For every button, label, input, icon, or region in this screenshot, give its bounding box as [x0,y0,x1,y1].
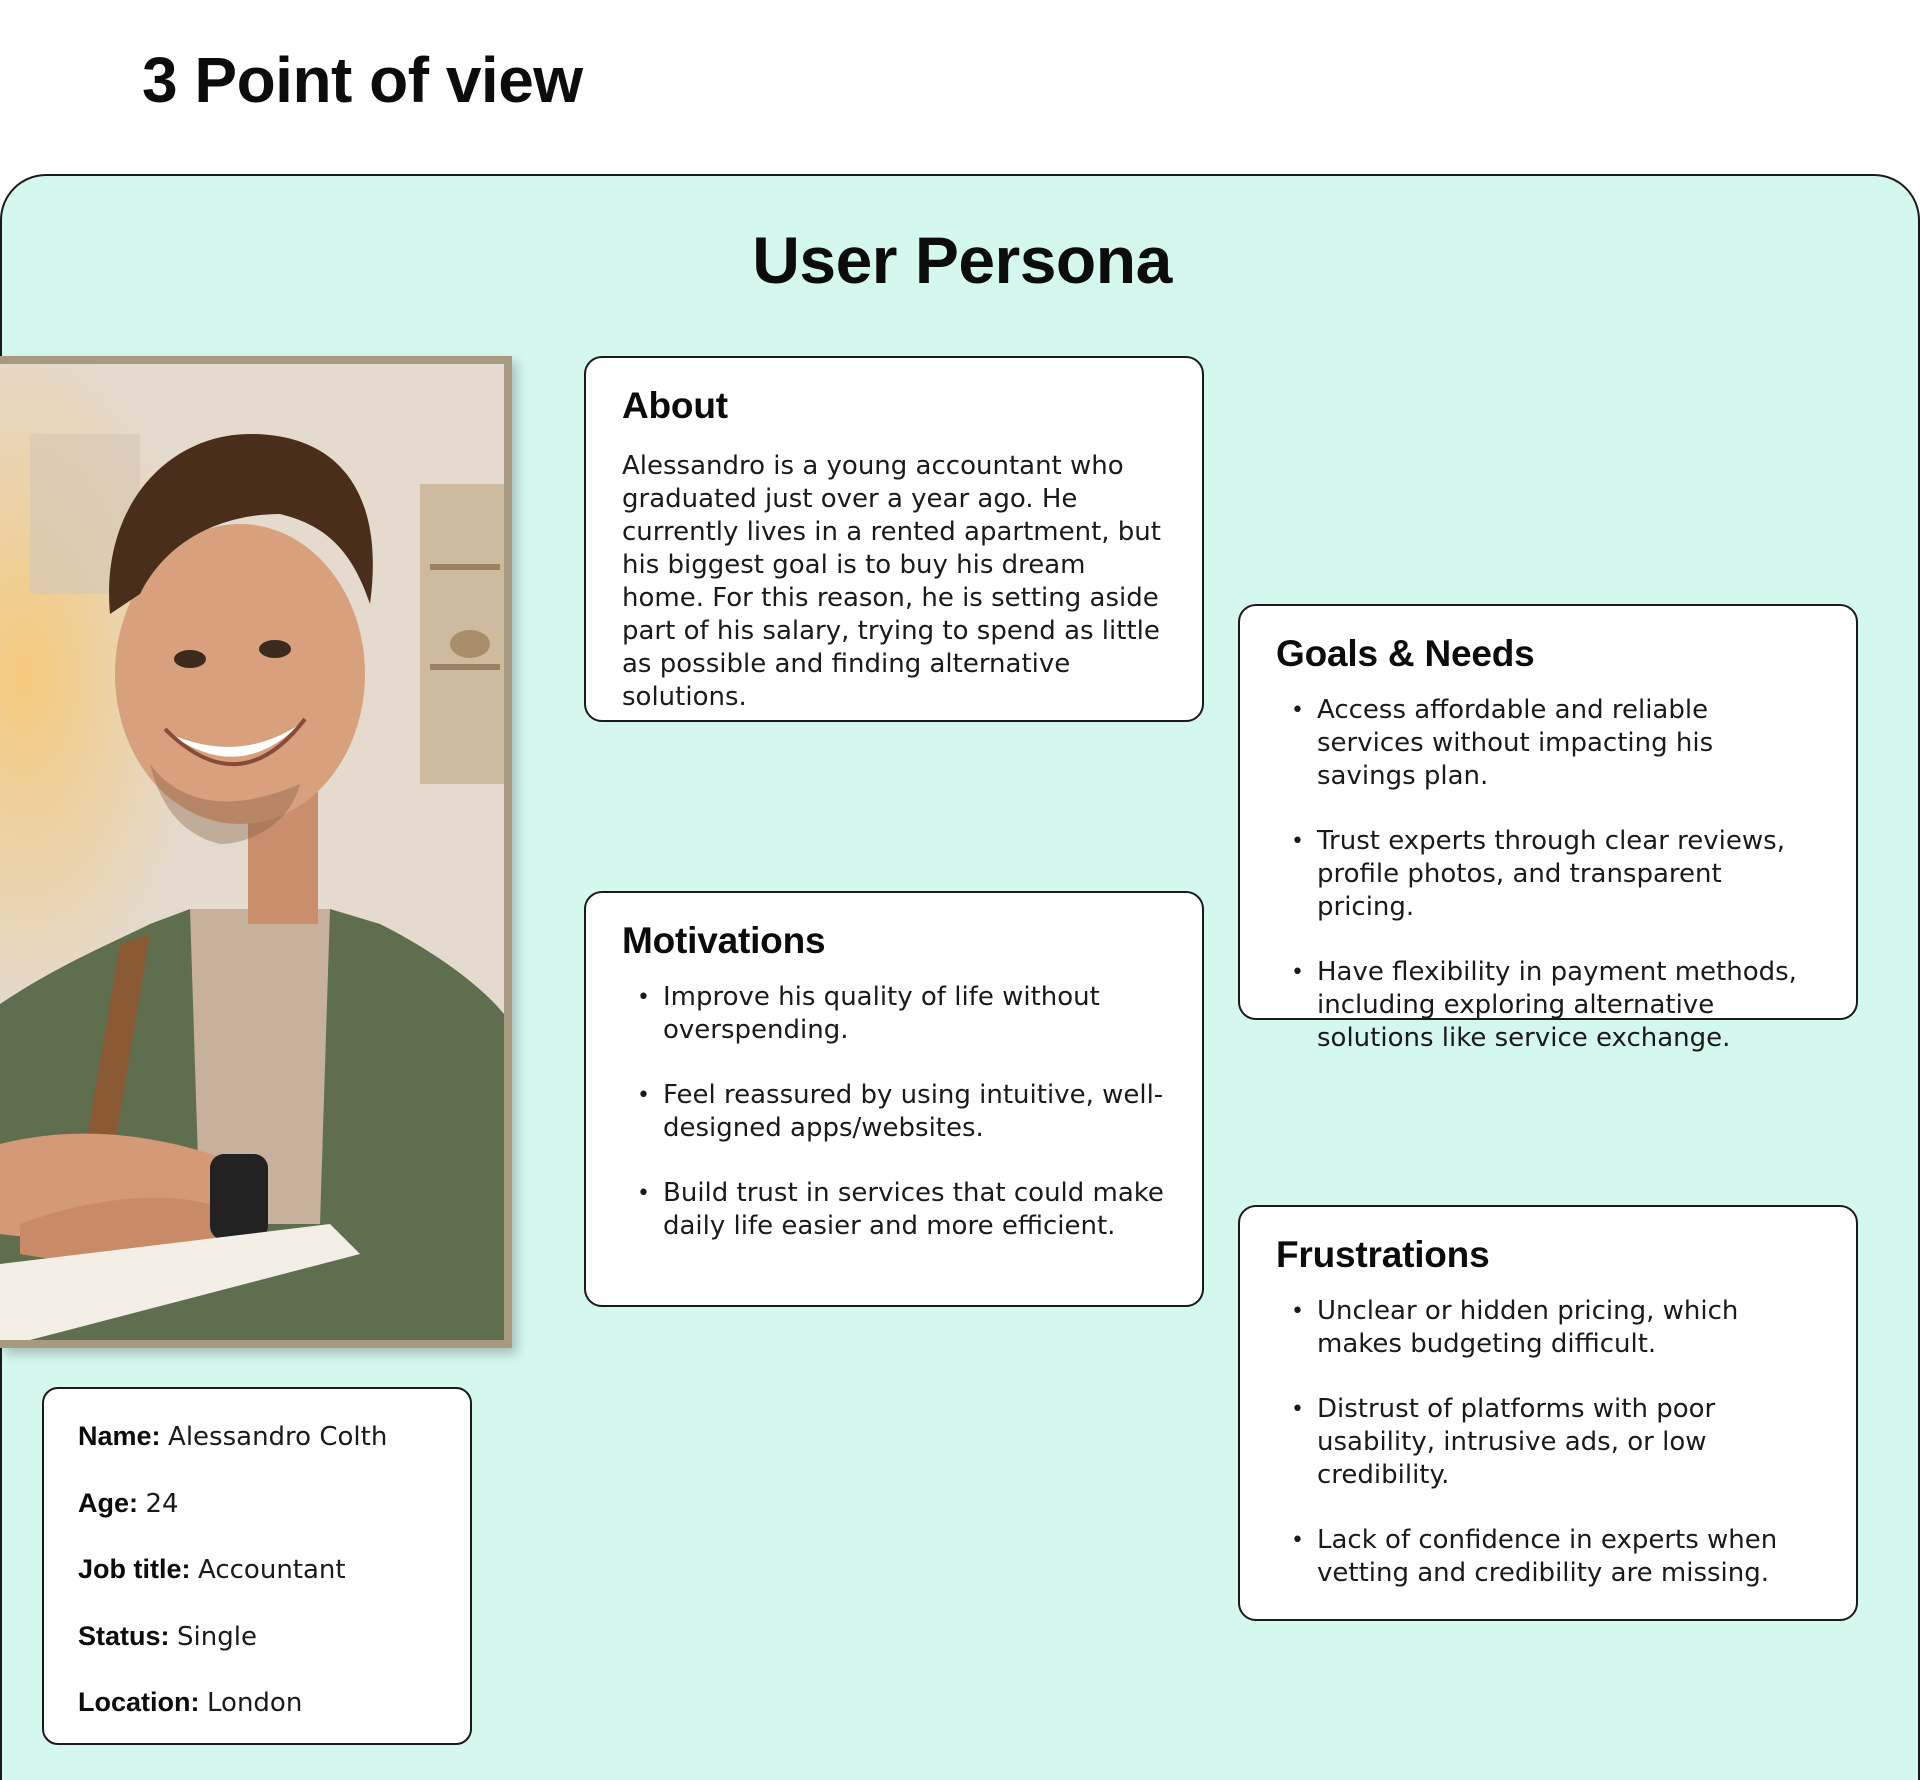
motivations-heading: Motivations [622,920,826,961]
list-item: • Lack of confidence in experts when vetting and credibility are missing. [1276,1524,1820,1590]
persona-illustration [0,364,504,1340]
info-name: Name: Alessandro Colth [78,1421,388,1452]
goals-needs-card [1238,604,1858,1053]
about-heading: About [622,385,728,426]
info-location: Location: London [78,1687,303,1718]
list-item: • Access affordable and reliable services without impacting his savings plan. [1276,694,1820,793]
persona-panel [0,174,1920,1780]
info-age: Age: 24 [78,1487,179,1519]
list-item: • Have flexibility in payment methods, including exploring alternative solutions like service exchange. [1276,956,1820,1055]
about-card [584,356,1204,722]
goals-needs-list [1276,694,1820,1055]
motivations-card [584,891,1204,1307]
about-text: Alessandro is a young accountant who graduated just over a year ago. He currently lives in a rented apartment, but his biggest goal is to buy his dream home. For this reason, he is setting aside part of his salary, trying to spend as little as possible and finding alternative solutions. [622,451,1161,712]
list-item: • Trust experts through clear reviews, profile photos, and transparent pricing. [1276,825,1820,924]
persona-title: User Persona [752,223,1172,297]
goals-needs-heading: Goals & Needs [1276,633,1535,674]
persona-info-card [42,1387,472,1745]
list-item: • Build trust in services that could make daily life easier and more efficient. [622,1177,1166,1243]
info-status: Status: Single [78,1620,257,1652]
list-item: • Feel reassured by using intuitive, well-designed apps/websites. [622,1079,1166,1145]
list-item: • Distrust of platforms with poor usability, intrusive ads, or low credibility. [1276,1393,1820,1492]
frustrations-card [1238,1205,1858,1621]
frustrations-heading: Frustrations [1276,1234,1490,1275]
info-job-title: Job title: Accountant [78,1554,346,1585]
list-item: • Improve his quality of life without overspending. [622,981,1166,1047]
persona-photo-frame [0,356,512,1348]
motivations-list [622,981,1166,1243]
persona-photo [0,364,504,1340]
section-title: 3 Point of view [142,44,583,116]
list-item: • Unclear or hidden pricing, which makes budgeting difficult. [1276,1295,1820,1361]
frustrations-list [1276,1295,1820,1590]
